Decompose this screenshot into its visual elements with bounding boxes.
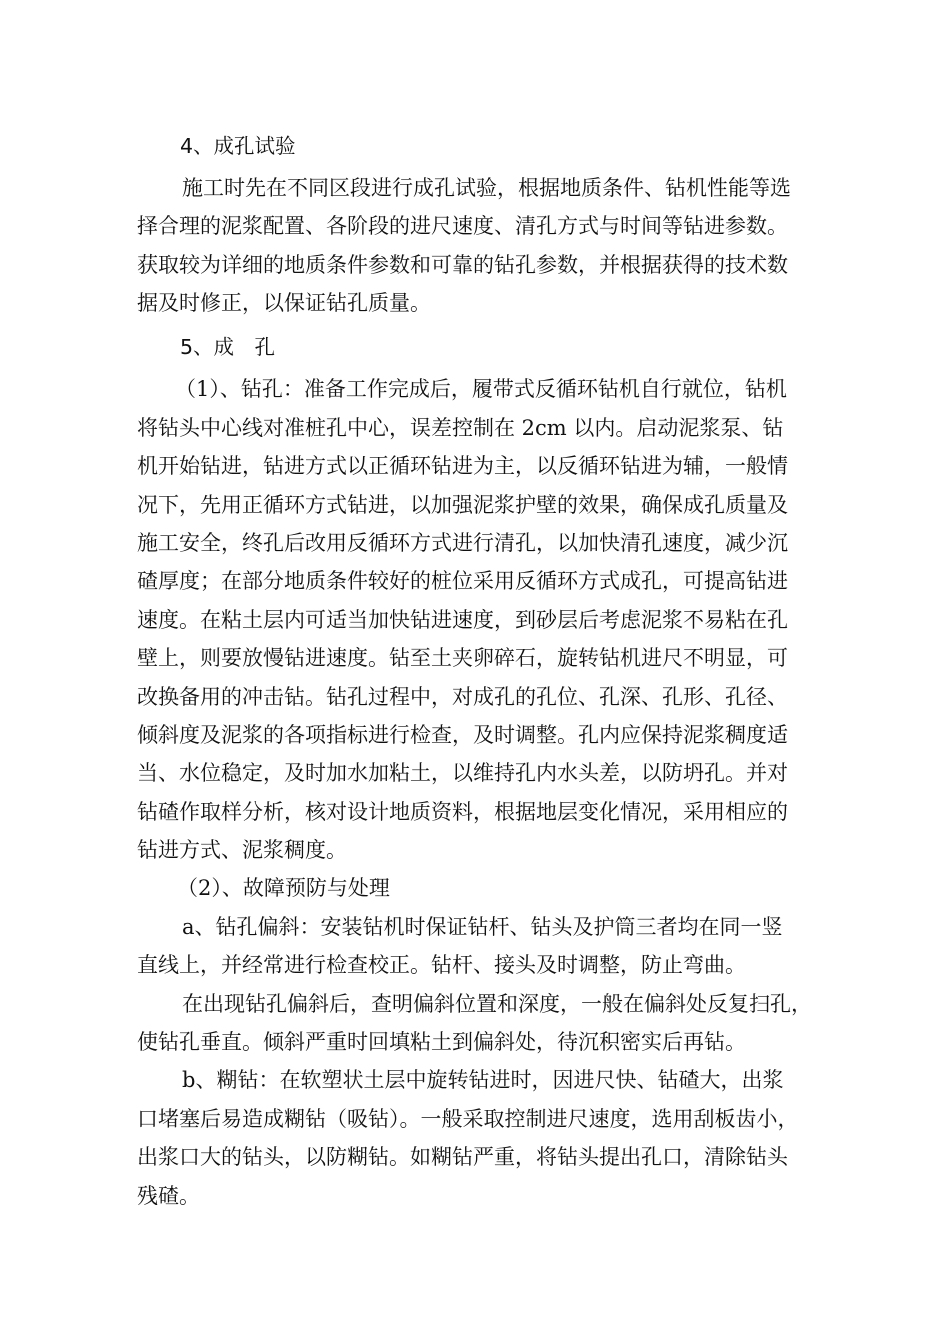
item-1-line: 施工安全，终孔后改用反循环方式进行清孔，以加快清孔速度，减少沉 (137, 531, 788, 555)
item-1-line: 将钻头中心线对准桩孔中心，误差控制在 2cm 以内。启动泥浆泵、钻 (137, 416, 784, 440)
item-1-line: 改换备用的冲击钻。钻孔过程中，对成孔的孔位、孔深、孔形、孔径、 (137, 685, 788, 709)
item-2a-fix-line: 使钻孔垂直。倾斜严重时回填粘土到偏斜处，待沉积密实后再钻。 (137, 1030, 746, 1054)
item-2a-line: a、钻孔偏斜：安装钻机时保证钻杆、钻头及护筒三者均在同一竖 (182, 915, 783, 939)
item-2b-line: 出浆口大的钻头，以防糊钻。如糊钻严重，将钻头提出孔口，清除钻头 (137, 1145, 788, 1169)
item-1-line: 速度。在粘土层内可适当加快钻进速度，到砂层后考虑泥浆不易粘在孔 (137, 608, 788, 632)
section-5-heading: 5、成 孔 (180, 335, 276, 359)
item-1-line: （1）、钻孔：准备工作完成后，履带式反循环钻机自行就位，钻机 (175, 377, 787, 401)
item-1-line: 当、水位稳定，及时加水加粘土，以维持孔内水头差，以防坍孔。并对 (137, 761, 788, 785)
item-2-title: （2）、故障预防与处理 (177, 876, 390, 900)
item-2b-line: b、糊钻：在软塑状土层中旋转钻进时，因进尺快、钻碴大，出浆 (182, 1068, 784, 1092)
item-1-line: 碴厚度；在部分地质条件较好的桩位采用反循环方式成孔，可提高钻进 (137, 569, 788, 593)
section-4-heading: 4、成孔试验 (180, 134, 296, 158)
section-4-paragraph-line: 据及时修正，以保证钻孔质量。 (137, 291, 431, 315)
item-2a-line: 直线上，并经常进行检查校正。钻杆、接头及时调整，防止弯曲。 (137, 953, 746, 977)
item-1-line: 壁上，则要放慢钻进速度。钻至土夹卵碎石，旋转钻机进尺不明显，可 (137, 646, 788, 670)
section-4-paragraph-line: 获取较为详细的地质条件参数和可靠的钻孔参数，并根据获得的技术数 (137, 253, 788, 277)
item-1-line: 钻进方式、泥浆稠度。 (137, 838, 347, 862)
item-1-line: 机开始钻进，钻进方式以正循环钻进为主，以反循环钻进为辅，一般情 (137, 454, 788, 478)
item-2b-line: 口堵塞后易造成糊钻（吸钻）。一般采取控制进尺速度，选用刮板齿小， (137, 1107, 799, 1131)
item-1-line: 倾斜度及泥浆的各项指标进行检查，及时调整。孔内应保持泥浆稠度适 (137, 723, 788, 747)
section-4-paragraph-line: 施工时先在不同区段进行成孔试验，根据地质条件、钻机性能等选 (182, 176, 791, 200)
item-2a-fix-line: 在出现钻孔偏斜后，查明偏斜位置和深度，一般在偏斜处反复扫孔， (182, 992, 812, 1016)
item-1-line: 况下，先用正循环方式钻进，以加强泥浆护壁的效果，确保成孔质量及 (137, 493, 788, 517)
item-2b-line: 残碴。 (137, 1184, 200, 1208)
section-4-paragraph-line: 择合理的泥浆配置、各阶段的进尺速度、清孔方式与时间等钻进参数。 (137, 214, 788, 238)
item-1-line: 钻碴作取样分析，核对设计地质资料，根据地层变化情况，采用相应的 (137, 800, 788, 824)
